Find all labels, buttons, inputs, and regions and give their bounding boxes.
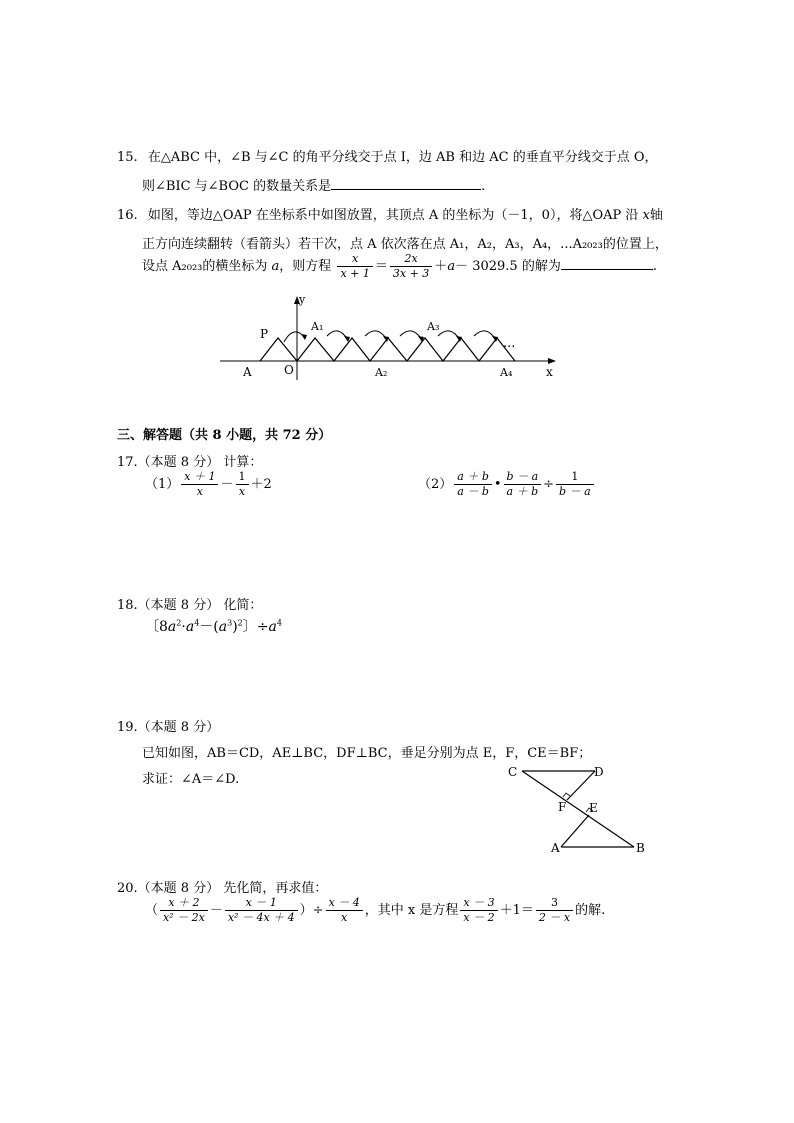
q16-period: . bbox=[652, 258, 657, 274]
right-angle-F bbox=[563, 793, 570, 797]
label-A4: A₄ bbox=[500, 366, 513, 379]
flip-arrow-6 bbox=[474, 331, 496, 340]
q16-figure bbox=[210, 290, 570, 385]
q20-expression: （ $\frac{x + 2}{\text{x² － 2x}}$ － $\frac{x - 1}{\text{x² － 4x ＋ 4}}$ ）÷ $\frac{x - 4}{x}$ ，其中 x 是方程 $\frac{x - 3}{x - 2}$ ＋1＝ $\frac{3}{2 - x}$ 的解. bbox=[145, 896, 606, 924]
flip-arrowheads bbox=[301, 334, 498, 342]
q15-period: . bbox=[481, 179, 486, 194]
label-D: D bbox=[594, 765, 604, 779]
q18-expression: 〔$8a^2\cdot a^4-(a^3)^2$〕$\div a^4$ bbox=[145, 618, 282, 635]
flip-arrow-4 bbox=[400, 331, 422, 340]
label-O: O bbox=[284, 363, 294, 377]
q15-answer-blank[interactable] bbox=[331, 189, 481, 190]
q16-line3 bbox=[142, 252, 657, 281]
q20-frac5: $\frac{3}{2 - x}$ bbox=[536, 896, 573, 925]
q16-fraction-2: $\frac{2x}{3x + 3}$ bbox=[390, 252, 432, 281]
q16-answer-blank[interactable] bbox=[561, 269, 653, 270]
q16-var-a: a bbox=[271, 258, 280, 274]
q17-p2-dot: • bbox=[493, 476, 502, 492]
q17-p2-frac2: $\frac{b - a}{a + b}$ bbox=[504, 470, 542, 499]
triangle-zigzag bbox=[260, 338, 515, 361]
label-A1: A₁ bbox=[311, 320, 324, 333]
flip-arrow-5 bbox=[438, 331, 460, 340]
label-A: A bbox=[551, 841, 560, 855]
q15-line1 bbox=[117, 146, 658, 165]
q16-var-x: x bbox=[642, 208, 650, 223]
label-A2: A₂ bbox=[375, 366, 388, 379]
q17-p2-frac1: $\frac{a + b}{a - b}$ bbox=[454, 470, 492, 499]
q19-given: 已知如图，AB＝CD，AE⊥BC，DF⊥BC，垂足分别为点 E，F，CE＝BF； bbox=[142, 746, 592, 761]
q17-part2 bbox=[418, 470, 596, 499]
label-A: A bbox=[243, 365, 252, 379]
q16-var-a2: a bbox=[447, 258, 456, 274]
q20-header: 20.（本题 8 分） 先化简，再求值： bbox=[117, 881, 328, 896]
q16-text-4: － 3029.5 的解为 bbox=[455, 258, 561, 274]
flip-arrow-1 bbox=[284, 332, 305, 342]
label-F: F bbox=[558, 800, 567, 814]
q16-equals: ＝ bbox=[374, 258, 388, 274]
q16-plus: ＋ bbox=[434, 258, 448, 274]
section3-title: 三、解答题（共 8 小题，共 72 分） bbox=[117, 428, 332, 443]
x-axis-arrow bbox=[548, 358, 556, 364]
q17-p2-frac3: $\frac{1}{b - a}$ bbox=[556, 470, 594, 499]
q20-frac1: $\frac{x + 2}{\text{x² － 2x}}$ bbox=[160, 896, 208, 925]
q15-question: 则∠BIC 与∠BOC 的数量关系是 bbox=[142, 179, 332, 194]
q18-header: 18.（本题 8 分） 化简： bbox=[117, 598, 263, 613]
q16-text-3: ，则方程 bbox=[279, 258, 332, 274]
segment-DF bbox=[567, 771, 595, 800]
q16-text-axis: 轴 bbox=[649, 208, 663, 223]
q16-number: 16. bbox=[117, 208, 138, 223]
q16-line2: 正方向连续翻转（看箭头）若干次，点 A 依次落在点 A₁，A₂，A₃，A₄，...A₂₀₂₃的位置上， bbox=[142, 237, 668, 252]
q17-p2-label: （2） bbox=[418, 476, 453, 492]
q15-text: 在△ABC 中，∠B 与∠C 的角平分线交于点 I，边 AB 和边 AC 的垂直平分线交于点 O， bbox=[147, 150, 658, 165]
label-C: C bbox=[508, 765, 518, 779]
q17-p2-div: ÷ bbox=[543, 476, 555, 492]
q15-line2 bbox=[142, 175, 485, 194]
q20-frac3: $\frac{x - 4}{x}$ bbox=[326, 896, 363, 925]
label-P: P bbox=[260, 327, 269, 341]
q16-text-1: 如图，等边△OAP 在坐标系中如图放置，其顶点 A 的坐标为（－1，0），将△OAP 沿 bbox=[147, 208, 639, 223]
q20-frac4: $\frac{x - 3}{x - 2}$ bbox=[460, 896, 497, 925]
q17-part1 bbox=[145, 470, 272, 499]
q16-line1 bbox=[117, 204, 663, 223]
q17-header: 17.（本题 8 分） 计算： bbox=[117, 455, 263, 470]
q16-text-2: 设点 A₂₀₂₃的横坐标为 bbox=[142, 258, 268, 274]
label-E: E bbox=[589, 801, 598, 815]
flip-arrow-3 bbox=[365, 331, 387, 340]
label-B: B bbox=[636, 841, 645, 855]
q17-p1-minus: － bbox=[220, 476, 234, 492]
q19-figure bbox=[500, 760, 660, 860]
label-dots: ... bbox=[503, 336, 516, 351]
flip-arrow-2 bbox=[327, 331, 348, 340]
q15-number: 15. bbox=[117, 150, 138, 165]
segment-CB bbox=[522, 771, 634, 847]
segment-AE bbox=[561, 815, 589, 847]
label-x: x bbox=[546, 365, 553, 379]
q19-header: 19.（本题 8 分） bbox=[117, 720, 220, 735]
label-y: y bbox=[299, 293, 306, 306]
q20-frac2: $\frac{x - 1}{\text{x² － 4x ＋ 4}}$ bbox=[225, 896, 298, 925]
q17-p1-frac2: $\frac{1}{x}$ bbox=[236, 470, 249, 499]
q17-p1-frac1: $\frac{x + 1}{x}$ bbox=[181, 470, 218, 499]
q19-prove: 求证：∠A＝∠D. bbox=[142, 772, 240, 787]
q16-fraction-1: $\frac{x}{x + 1}$ bbox=[337, 252, 372, 281]
label-A3: A₃ bbox=[427, 320, 440, 333]
q17-p1-tail: ＋2 bbox=[250, 476, 272, 492]
q17-p1-label: （1） bbox=[145, 476, 180, 492]
